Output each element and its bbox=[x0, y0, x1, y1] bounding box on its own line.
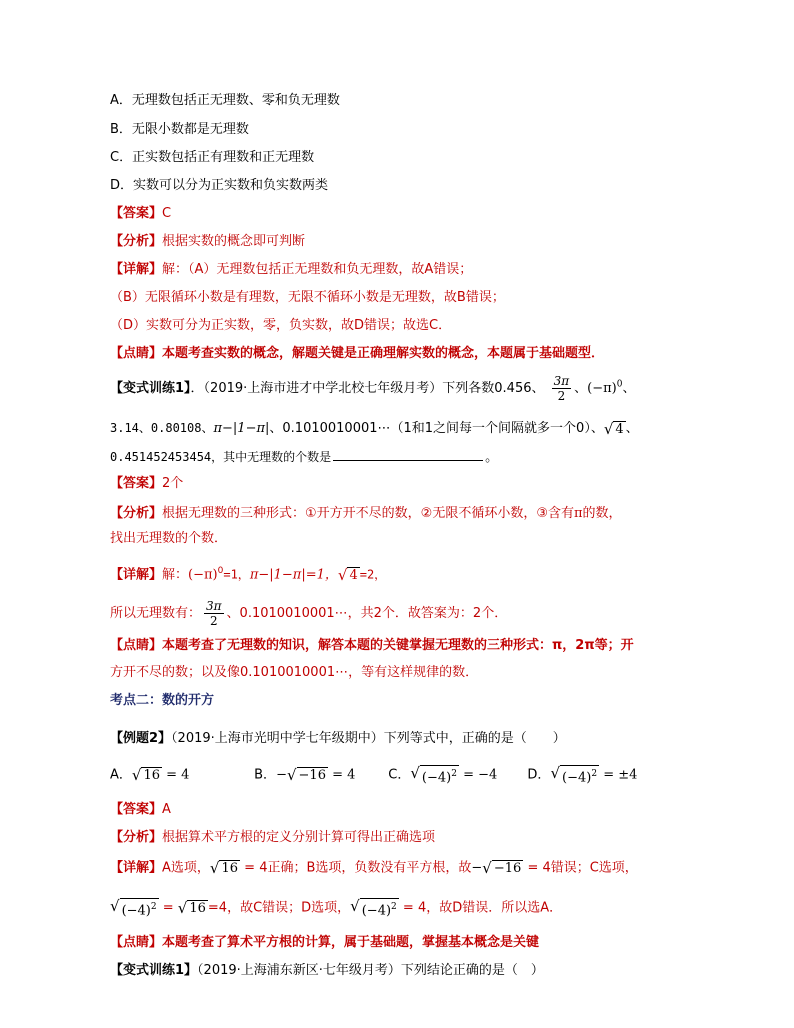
separator: 、 bbox=[622, 381, 636, 396]
variant2-line bbox=[110, 962, 544, 980]
analysis-tag: 【分析】 bbox=[110, 830, 163, 845]
option-c bbox=[388, 764, 523, 786]
exponent-zero: 0 bbox=[217, 566, 224, 576]
sqrt-neg16: √ −16 bbox=[482, 859, 522, 877]
conclusion-post: 、0.1010010001⋯，共2个．故答案为：2个． bbox=[226, 606, 508, 621]
detail-d2c: = 4，故D错误．所以选A． bbox=[402, 900, 563, 916]
neg4: (−4) bbox=[361, 903, 392, 919]
answer-text: C bbox=[162, 206, 172, 221]
sqrt-arg: 16 bbox=[221, 861, 239, 876]
comment-text: 本题考查了无理数的知识，解答本题的关键掌握无理数的三种形式：π，2π等；开 bbox=[162, 638, 634, 653]
variant2-tag: 【变式训练1】 bbox=[110, 963, 198, 978]
option-label: D． bbox=[527, 767, 551, 783]
example2-comment bbox=[110, 934, 539, 952]
sqrt-16: √ 16 bbox=[131, 766, 161, 785]
detail-c: = 4错误；C选项， bbox=[527, 860, 638, 876]
fraction-num: 3π bbox=[553, 374, 570, 388]
option-d: D．实数可以分为正实数和负实数两类 bbox=[110, 178, 329, 193]
sqrt-neg4-sq: √ $(-4)^2$ bbox=[550, 764, 598, 786]
example2-answer bbox=[110, 801, 171, 819]
pi-symbol: π bbox=[573, 506, 583, 521]
sqrt-arg bbox=[120, 898, 159, 919]
analysis-tag: 【分析】 bbox=[110, 506, 163, 521]
variant1-analysis bbox=[110, 505, 622, 523]
answer-line bbox=[110, 205, 171, 223]
detail-line-2: （B）无限循环小数是有理数，无限不循环小数是无理数，故B错误； bbox=[110, 290, 505, 305]
detail-line-1 bbox=[110, 261, 472, 279]
question-text: 0.451452453454，其中无理数的个数是 bbox=[110, 450, 332, 464]
detail-neg-pi: (−π) bbox=[188, 567, 218, 583]
neg-pi-power bbox=[587, 381, 622, 396]
separator: 、 bbox=[625, 421, 639, 436]
square: 2 bbox=[451, 769, 457, 779]
variant1-intro: ．（2019·上海市进才中学北校七年级月考）下列各数0.456、 bbox=[190, 381, 545, 396]
sqrt-neg16: √ −16 bbox=[286, 766, 326, 785]
answer-text: A bbox=[162, 802, 171, 817]
comment-tag: 【点睛】 bbox=[110, 638, 163, 653]
fraction-3pi-2 bbox=[204, 599, 224, 628]
sqrt-4: √ 4 bbox=[337, 565, 358, 584]
detail-eq3: =2， bbox=[359, 567, 387, 582]
rhs: = 4 bbox=[332, 767, 356, 783]
answer-tag: 【答案】 bbox=[110, 476, 163, 491]
sqrt-arg bbox=[420, 765, 459, 786]
sqrt-arg: 16 bbox=[143, 768, 161, 784]
detail-a: A选项， bbox=[162, 860, 210, 876]
exponent-zero: 0 bbox=[616, 379, 623, 390]
equals: = bbox=[162, 900, 174, 916]
analysis-text: 根据无理数的三种形式：①开方开不尽的数，②无限不循环小数，③含有 bbox=[162, 506, 574, 521]
detail-eq2: π−|1−π|=1， bbox=[249, 567, 338, 583]
analysis-text: 根据实数的概念即可判断 bbox=[162, 234, 306, 249]
sqrt-arg: −16 bbox=[298, 768, 326, 784]
detail-pre: 解： bbox=[162, 567, 189, 583]
option-c: C．正实数包括正有理数和正无理数 bbox=[110, 150, 315, 165]
rhs: = −4 bbox=[463, 767, 498, 783]
detail-d2b: =4，故C错误；D选项， bbox=[207, 900, 351, 916]
variant1-comment-2: 方开不尽的数；以及像0.1010010001⋯，等有这样规律的数． bbox=[110, 665, 479, 680]
comment-text: 本题考查了算术平方根的计算，属于基础题，掌握基本概念是关键 bbox=[162, 935, 540, 950]
variant1-analysis-2: 找出无理数的个数． bbox=[110, 531, 228, 546]
sqrt-arg bbox=[560, 765, 599, 786]
answer-blank[interactable] bbox=[333, 448, 483, 461]
analysis-tag: 【分析】 bbox=[110, 234, 163, 249]
detail-text: 解：（A）无理数包括正无理数和负无理数，故A错误； bbox=[162, 262, 473, 277]
numbers-b: 、0.1010010001⋯（1和1之间每一个间隔就多一个0）、 bbox=[269, 421, 604, 436]
answer-text: 2个 bbox=[162, 476, 184, 491]
option-label: C． bbox=[388, 767, 411, 783]
sqrt-arg: 16 bbox=[189, 901, 206, 917]
variant1-answer bbox=[110, 475, 183, 493]
comment-tag: 【点睛】 bbox=[110, 935, 163, 950]
analysis-text: 根据算术平方根的定义分别计算可得出正确选项 bbox=[162, 830, 436, 845]
answer-tag: 【答案】 bbox=[110, 206, 163, 221]
sqrt-arg: 4 bbox=[615, 421, 624, 437]
example2-options bbox=[110, 764, 637, 786]
variant1-conclusion bbox=[110, 599, 507, 628]
square: 2 bbox=[150, 902, 157, 912]
separator: 、 bbox=[574, 381, 588, 396]
pi-abs-expr: π−|1−π| bbox=[213, 421, 270, 436]
fraction-den: 2 bbox=[557, 389, 566, 403]
sqrt-neg4-sq: √ $(-4)^2$ bbox=[110, 897, 157, 919]
comment-line bbox=[110, 345, 604, 363]
comment-tag: 【点睛】 bbox=[110, 346, 163, 361]
variant1-line-3 bbox=[110, 448, 498, 467]
sqrt-arg: −16 bbox=[493, 861, 522, 876]
sqrt-4: √ 4 bbox=[603, 419, 624, 438]
example2-analysis bbox=[110, 829, 435, 847]
rhs: = ±4 bbox=[603, 767, 638, 783]
fraction-3pi-2 bbox=[552, 374, 572, 403]
example2-tag: 【例题2】 bbox=[110, 731, 172, 746]
sqrt-neg4-sq: √ $(-4)^2$ bbox=[350, 897, 397, 919]
option-a bbox=[110, 766, 250, 785]
conclusion-pre: 所以无理数有： bbox=[110, 606, 202, 621]
detail-tag: 【详解】 bbox=[110, 262, 163, 277]
option-label: A． bbox=[110, 767, 132, 783]
variant1-line-1 bbox=[110, 374, 636, 403]
neg4: (−4) bbox=[562, 770, 592, 786]
option-a: A．无理数包括正无理数、零和负无理数 bbox=[110, 93, 340, 108]
neg4: (−4) bbox=[421, 770, 452, 786]
fraction-den: 2 bbox=[209, 614, 218, 628]
square: 2 bbox=[591, 769, 598, 779]
example2-stem bbox=[110, 730, 566, 748]
option-label: B． bbox=[254, 767, 277, 783]
numbers-a: 3.14、0.80108、 bbox=[110, 421, 214, 435]
example2-stem-text: （2019·上海市光明中学七年级期中）下列等式中，正确的是（ ） bbox=[171, 731, 566, 746]
neg-pi: (−π) bbox=[587, 381, 617, 396]
option-d bbox=[527, 764, 637, 786]
detail-b: = 4正确；B选项，负数没有平方根，故 bbox=[244, 860, 472, 876]
neg4: (−4) bbox=[121, 903, 151, 919]
sqrt-neg4-sq: √ $(-4)^2$ bbox=[410, 764, 457, 786]
option-b: B．− √ −16 = 4 bbox=[254, 766, 356, 785]
example2-detail-2 bbox=[110, 897, 562, 919]
example2-detail-1: 【详解】A选项， √ 16 = 4正确；B选项，负数没有平方根，故− √ −16 = 4错误；C选项， bbox=[110, 859, 638, 877]
answer-tag: 【答案】 bbox=[110, 802, 163, 817]
period: 。 bbox=[485, 450, 499, 465]
sqrt-16: √ 16 bbox=[209, 859, 239, 877]
rhs: = 4 bbox=[166, 767, 190, 783]
variant2-text: （2019·上海浦东新区·七年级月考）下列结论正确的是（ ） bbox=[197, 963, 544, 978]
variant1-tag: 【变式训练1】 bbox=[110, 381, 191, 396]
sqrt-arg bbox=[360, 898, 399, 919]
sqrt-16: √ 16 bbox=[177, 899, 206, 918]
analysis-tail: 的数， bbox=[582, 506, 622, 521]
variant1-detail bbox=[110, 562, 386, 584]
section-title: 考点二：数的开方 bbox=[110, 693, 215, 708]
detail-eq1: =1， bbox=[223, 567, 250, 582]
detail-line-3: （D）实数可分为正实数，零，负实数，故D错误；故选C． bbox=[110, 318, 452, 333]
variant1-line-2 bbox=[110, 419, 639, 438]
variant1-comment bbox=[110, 637, 634, 655]
option-b: B．无限小数都是无理数 bbox=[110, 122, 249, 137]
square: 2 bbox=[391, 902, 397, 912]
comment-text: 本题考查实数的概念，解题关键是正确理解实数的概念，本题属于基础题型． bbox=[162, 346, 605, 361]
analysis-line bbox=[110, 233, 305, 251]
detail-tag: 【详解】 bbox=[110, 567, 163, 583]
fraction-num: 3π bbox=[206, 599, 222, 613]
detail-tag: 【详解】 bbox=[110, 860, 163, 876]
sqrt-arg: 4 bbox=[349, 567, 358, 583]
